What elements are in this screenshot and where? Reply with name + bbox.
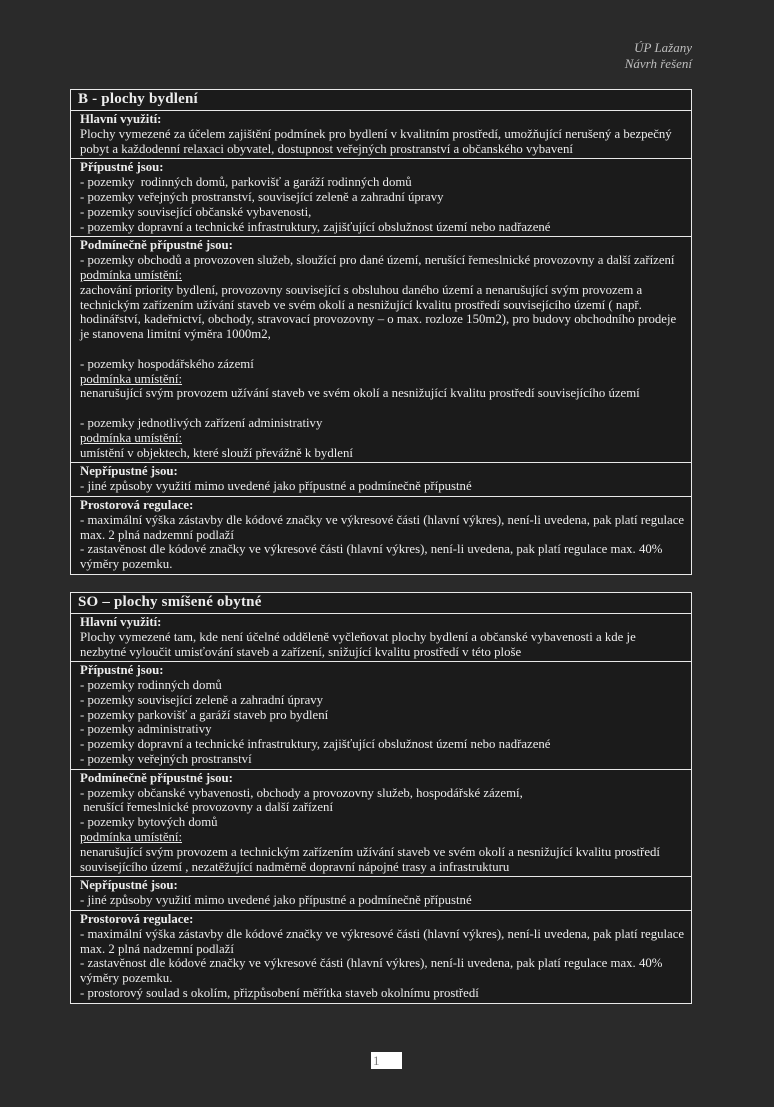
text-line: Plochy vymezené tam, kde není účelné odděleně vyčleňovat plochy bydlení a občanské vybavenosti a kde je nezbytné vyloučit umisťování staveb a zařízení, snižující kvalitu prostředí v této ploše (80, 629, 639, 659)
text-line: podmínka umístění: (80, 267, 183, 282)
text-line: nenarušující svým provozem užívání staveb ve svém okolí a nesnižující kvalitu prostředí souvisejícího území (80, 386, 640, 401)
header-subtitle: Návrh řešení (624, 56, 692, 71)
text-line: podmínka umístění: (80, 371, 183, 386)
zoning-table-so (70, 592, 692, 1004)
text-line: Podmínečně přípustné jsou: (80, 238, 233, 253)
text-line: Nepřípustné jsou: (80, 464, 178, 479)
text-line: - pozemky rodinných domů (80, 678, 222, 693)
text-line: - pozemky veřejných prostranství, související zeleně a zahradní úpravy (80, 189, 444, 204)
text-line: Prostorová regulace: (80, 497, 194, 512)
table-title: B - plochy bydlení (71, 90, 691, 111)
table-row (71, 770, 691, 878)
table-row (71, 662, 691, 770)
text-line: - prostorový soulad s okolím, přizpůsobení měřítka staveb okolnímu prostředí (80, 986, 479, 1001)
text-line: - pozemky související zeleně a zahradní úpravy (80, 692, 324, 707)
text-line: Plochy vymezené za účelem zajištění podmínek pro bydlení v kvalitním prostředí, umožňující nerušený a bezpečný pobyt a každodenní relaxaci obyvatel, dostupnost veřejných prostranství a občanského vybavení (80, 126, 675, 156)
text-line: Přípustné jsou: (80, 663, 164, 678)
text-line: - pozemky bytových domů (80, 815, 218, 830)
text-line: - pozemky administrativy (80, 722, 212, 737)
text-line: - maximální výška zástavby dle kódové značky ve výkresové části (hlavní výkres), není-li uvedena, pak platí regulace max. 2 plná nadzemní podlaží (80, 926, 688, 956)
text-line: umístění v objektech, které slouží převážně k bydlení (80, 445, 353, 460)
document-header (625, 40, 692, 72)
text-line: - pozemky parkovišť a garáží staveb pro bydlení (80, 707, 329, 722)
text-line: - pozemky rodinných domů, parkovišť a garáží rodinných domů (80, 175, 412, 190)
text-line: zachování priority bydlení, provozovny související s obsluhou daného území a nenarušující svým provozem a technickým zařízením užívání staveb ve svém okolí a nesnižující kvalitu prostředí souvisejícího území ( např. hodinářství, kadeřnictví, obchody, stravovací provozovny – o max. rozloze 150m2), pro budovy obchodního prodeje je stanovena limitní výměra 1000m2, (80, 282, 680, 342)
zoning-regulation-tables (70, 89, 692, 1021)
text-line: Prostorová regulace: (80, 912, 194, 927)
text-line: - pozemky občanské vybavenosti, obchody a provozovny služeb, hospodářské zázemí, (80, 785, 523, 800)
text-line: - pozemky veřejných prostranství (80, 752, 252, 767)
text-line: Podmínečně přípustné jsou: (80, 770, 233, 785)
table-title: SO – plochy smíšené obytné (71, 593, 691, 614)
text-line: nenarušující svým provozem a technickým zařízením užívání staveb ve svém okolí a nesnižující kvalitu prostředí souvisejícího území , nezatěžující nadměrně dopravní nápojné trasy a infrastrukturu (80, 844, 664, 874)
page-footer (371, 1052, 402, 1069)
text-line: - pozemky hospodářského zázemí (80, 356, 254, 371)
text-line: podmínka umístění: (80, 830, 183, 845)
header-project-title: ÚP Lažany (634, 40, 692, 55)
text-line: - zastavěnost dle kódové značky ve výkresové části (hlavní výkres), není-li uvedena, pak platí regulace max. 40% výměry pozemku. (80, 542, 666, 572)
table-row (71, 614, 691, 662)
zoning-table-b (70, 89, 692, 575)
text-line: Hlavní využití: (80, 614, 162, 629)
text-line: - jiné způsoby využití mimo uvedené jako přípustné a podmínečně přípustné (80, 893, 472, 908)
page-number-field: 1 (371, 1052, 402, 1069)
table-row (71, 463, 691, 497)
table-row (71, 111, 691, 159)
text-line: Přípustné jsou: (80, 160, 164, 175)
table-row (71, 159, 691, 237)
table-row (71, 877, 691, 911)
text-line: - pozemky obchodů a provozoven služeb, sloužící pro dané území, nerušící řemeslnické provozovny a další zařízení (80, 253, 675, 268)
text-line: nerušící řemeslnické provozovny a další zařízení (80, 800, 333, 815)
blank-line (80, 401, 685, 416)
text-line: Nepřípustné jsou: (80, 878, 178, 893)
text-line: - pozemky související občanské vybavenosti, (80, 204, 312, 219)
text-line: - pozemky jednotlivých zařízení administrativy (80, 415, 323, 430)
text-line: - zastavěnost dle kódové značky ve výkresové části (hlavní výkres), není-li uvedena, pak platí regulace max. 40% výměry pozemku. (80, 956, 666, 986)
table-row (71, 497, 691, 574)
text-line: - jiné způsoby využití mimo uvedené jako přípustné a podmínečně přípustné (80, 479, 472, 494)
text-line: - maximální výška zástavby dle kódové značky ve výkresové části (hlavní výkres), není-li uvedena, pak platí regulace max. 2 plná nadzemní podlaží (80, 512, 688, 542)
table-row (71, 237, 691, 463)
text-line: Hlavní využití: (80, 112, 162, 126)
text-line: - pozemky dopravní a technické infrastruktury, zajišťující obslužnost území nebo nadřazené (80, 219, 551, 234)
table-row (71, 911, 691, 1003)
blank-line (80, 342, 685, 357)
text-line: podmínka umístění: (80, 430, 183, 445)
text-line: - pozemky dopravní a technické infrastruktury, zajišťující obslužnost území nebo nadřazené (80, 737, 551, 752)
